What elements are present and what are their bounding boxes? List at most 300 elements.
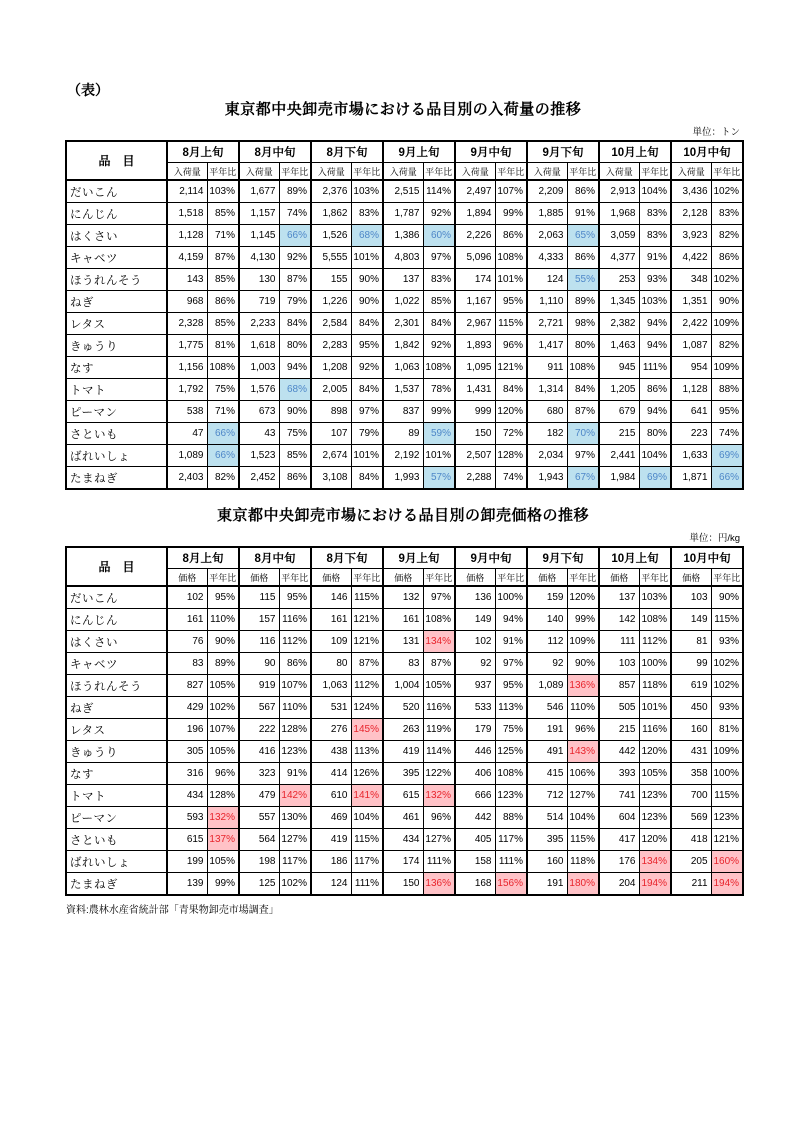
period-header-cell: 9月中旬 [455, 547, 527, 569]
item-cell: はくさい [66, 225, 167, 247]
value-cell: 2,114 [167, 180, 207, 203]
ratio-cell: 84% [279, 313, 311, 335]
item-header-cell: 品 目 [66, 547, 167, 586]
sub-header-cell: 平年比 [351, 163, 383, 181]
ratio-cell: 127% [567, 785, 599, 807]
value-cell: 112 [527, 631, 567, 653]
table-row [66, 445, 743, 467]
value-cell: 198 [239, 851, 279, 873]
ratio-cell: 121% [351, 631, 383, 653]
value-cell: 136 [455, 586, 495, 609]
ratio-cell: 90% [711, 586, 743, 609]
ratio-cell: 90% [351, 269, 383, 291]
ratio-cell: 83% [423, 269, 455, 291]
item-cell: ねぎ [66, 291, 167, 313]
value-cell: 450 [671, 697, 711, 719]
ratio-cell: 109% [711, 741, 743, 763]
ratio-cell: 89% [207, 653, 239, 675]
ratio-cell: 108% [423, 609, 455, 631]
ratio-cell: 105% [207, 741, 239, 763]
ratio-cell: 134% [423, 631, 455, 653]
ratio-cell: 108% [423, 357, 455, 379]
ratio-cell: 84% [351, 467, 383, 490]
value-cell: 419 [383, 741, 423, 763]
value-cell: 418 [671, 829, 711, 851]
value-cell: 191 [527, 719, 567, 741]
ratio-cell: 78% [423, 379, 455, 401]
item-cell: はくさい [66, 631, 167, 653]
value-cell: 741 [599, 785, 639, 807]
table-row [66, 675, 743, 697]
value-cell: 4,803 [383, 247, 423, 269]
ratio-cell: 103% [639, 291, 671, 313]
value-cell: 919 [239, 675, 279, 697]
value-cell: 107 [311, 423, 351, 445]
ratio-cell: 59% [423, 423, 455, 445]
ratio-cell: 82% [711, 225, 743, 247]
ratio-cell: 84% [567, 379, 599, 401]
value-cell: 2,452 [239, 467, 279, 490]
value-cell: 1,004 [383, 675, 423, 697]
value-cell: 191 [527, 873, 567, 896]
table-row [66, 851, 743, 873]
item-cell: にんじん [66, 609, 167, 631]
table-row [66, 269, 743, 291]
ratio-cell: 102% [279, 873, 311, 896]
value-cell: 159 [527, 586, 567, 609]
arrivals-table-title: 東京都中央卸売市場における品目別の入荷量の推移 [224, 101, 582, 118]
value-cell: 125 [239, 873, 279, 896]
value-cell: 1,167 [455, 291, 495, 313]
value-cell: 5,555 [311, 247, 351, 269]
item-cell: ほうれんそう [66, 269, 167, 291]
ratio-cell: 93% [711, 631, 743, 653]
value-cell: 83 [167, 653, 207, 675]
value-cell: 215 [599, 719, 639, 741]
value-cell: 469 [311, 807, 351, 829]
value-cell: 137 [599, 586, 639, 609]
value-cell: 700 [671, 785, 711, 807]
value-cell: 1,893 [455, 335, 495, 357]
ratio-cell: 90% [351, 291, 383, 313]
ratio-cell: 71% [207, 225, 239, 247]
value-cell: 538 [167, 401, 207, 423]
ratio-cell: 128% [495, 445, 527, 467]
ratio-cell: 120% [639, 829, 671, 851]
value-cell: 415 [527, 763, 567, 785]
ratio-cell: 105% [639, 763, 671, 785]
value-cell: 2,226 [455, 225, 495, 247]
ratio-cell: 82% [207, 467, 239, 490]
ratio-cell: 108% [495, 763, 527, 785]
ratio-cell: 89% [279, 180, 311, 203]
sub-header-cell: 入荷量 [311, 163, 351, 181]
ratio-cell: 118% [639, 675, 671, 697]
item-cell: なす [66, 357, 167, 379]
ratio-cell: 97% [495, 653, 527, 675]
value-cell: 2,034 [527, 445, 567, 467]
value-cell: 115 [239, 586, 279, 609]
ratio-cell: 116% [423, 697, 455, 719]
value-cell: 157 [239, 609, 279, 631]
item-cell: だいこん [66, 180, 167, 203]
sub-header-cell: 平年比 [711, 163, 743, 181]
ratio-cell: 121% [351, 609, 383, 631]
ratio-cell: 90% [711, 291, 743, 313]
value-cell: 2,507 [455, 445, 495, 467]
value-cell: 395 [383, 763, 423, 785]
ratio-cell: 96% [567, 719, 599, 741]
value-cell: 569 [671, 807, 711, 829]
value-cell: 405 [455, 829, 495, 851]
value-cell: 2,674 [311, 445, 351, 467]
ratio-cell: 109% [567, 631, 599, 653]
value-cell: 837 [383, 401, 423, 423]
value-cell: 2,403 [167, 467, 207, 490]
value-cell: 1,885 [527, 203, 567, 225]
value-cell: 305 [167, 741, 207, 763]
value-cell: 131 [383, 631, 423, 653]
value-cell: 103 [599, 653, 639, 675]
ratio-cell: 100% [639, 653, 671, 675]
value-cell: 43 [239, 423, 279, 445]
value-cell: 945 [599, 357, 639, 379]
ratio-cell: 83% [639, 203, 671, 225]
sub-header-cell: 平年比 [495, 569, 527, 587]
ratio-cell: 94% [279, 357, 311, 379]
ratio-cell: 104% [639, 180, 671, 203]
ratio-cell: 111% [351, 873, 383, 896]
ratio-cell: 102% [711, 269, 743, 291]
value-cell: 140 [527, 609, 567, 631]
ratio-cell: 102% [711, 180, 743, 203]
value-cell: 615 [383, 785, 423, 807]
value-cell: 719 [239, 291, 279, 313]
period-header-cell: 9月下旬 [527, 547, 599, 569]
value-cell: 1,518 [167, 203, 207, 225]
ratio-cell: 128% [207, 785, 239, 807]
sub-header-cell: 価格 [455, 569, 495, 587]
ratio-cell: 80% [639, 423, 671, 445]
table-row [66, 291, 743, 313]
ratio-cell: 72% [495, 423, 527, 445]
value-cell: 149 [455, 609, 495, 631]
value-cell: 2,328 [167, 313, 207, 335]
value-cell: 4,377 [599, 247, 639, 269]
value-cell: 1,063 [383, 357, 423, 379]
value-cell: 1,226 [311, 291, 351, 313]
period-header-cell: 10月中旬 [671, 141, 743, 163]
ratio-cell: 91% [567, 203, 599, 225]
period-header-cell: 9月上旬 [383, 547, 455, 569]
value-cell: 223 [671, 423, 711, 445]
item-cell: キャベツ [66, 247, 167, 269]
value-cell: 1,110 [527, 291, 567, 313]
ratio-cell: 112% [351, 675, 383, 697]
value-cell: 417 [599, 829, 639, 851]
value-cell: 186 [311, 851, 351, 873]
value-cell: 92 [527, 653, 567, 675]
source-note: 資料:農林水産省統計部「青果物卸売市場調査」 [66, 905, 279, 916]
ratio-cell: 93% [711, 697, 743, 719]
value-cell: 2,913 [599, 180, 639, 203]
ratio-cell: 130% [279, 807, 311, 829]
value-cell: 461 [383, 807, 423, 829]
ratio-cell: 91% [279, 763, 311, 785]
value-cell: 968 [167, 291, 207, 313]
value-cell: 533 [455, 697, 495, 719]
value-cell: 196 [167, 719, 207, 741]
ratio-cell: 101% [423, 445, 455, 467]
ratio-cell: 104% [567, 807, 599, 829]
table-row [66, 467, 743, 490]
ratio-cell: 111% [423, 851, 455, 873]
value-cell: 215 [599, 423, 639, 445]
prices-table-section [65, 504, 741, 896]
value-cell: 1,063 [311, 675, 351, 697]
ratio-cell: 95% [351, 335, 383, 357]
sub-header-cell: 価格 [599, 569, 639, 587]
value-cell: 414 [311, 763, 351, 785]
period-header-cell: 10月上旬 [599, 141, 671, 163]
value-cell: 434 [167, 785, 207, 807]
ratio-cell: 74% [495, 467, 527, 490]
ratio-cell: 75% [279, 423, 311, 445]
value-cell: 2,515 [383, 180, 423, 203]
ratio-cell: 108% [639, 609, 671, 631]
ratio-cell: 114% [423, 180, 455, 203]
ratio-cell: 92% [279, 247, 311, 269]
value-cell: 641 [671, 401, 711, 423]
value-cell: 673 [239, 401, 279, 423]
value-cell: 514 [527, 807, 567, 829]
ratio-cell: 75% [207, 379, 239, 401]
ratio-cell: 99% [207, 873, 239, 896]
value-cell: 429 [167, 697, 207, 719]
ratio-cell: 96% [495, 335, 527, 357]
ratio-cell: 101% [351, 247, 383, 269]
ratio-cell: 91% [495, 631, 527, 653]
ratio-cell: 79% [279, 291, 311, 313]
table-row [66, 423, 743, 445]
value-cell: 348 [671, 269, 711, 291]
ratio-cell: 123% [639, 807, 671, 829]
ratio-cell: 114% [423, 741, 455, 763]
ratio-cell: 194% [639, 873, 671, 896]
ratio-cell: 120% [639, 741, 671, 763]
ratio-cell: 74% [279, 203, 311, 225]
item-cell: ばれいしょ [66, 851, 167, 873]
ratio-cell: 87% [279, 269, 311, 291]
table-row [66, 719, 743, 741]
value-cell: 5,096 [455, 247, 495, 269]
ratio-cell: 134% [639, 851, 671, 873]
value-cell: 406 [455, 763, 495, 785]
ratio-cell: 117% [351, 851, 383, 873]
ratio-cell: 128% [279, 719, 311, 741]
ratio-cell: 75% [495, 719, 527, 741]
ratio-cell: 105% [207, 851, 239, 873]
sub-header-cell: 平年比 [423, 163, 455, 181]
table-row [66, 807, 743, 829]
ratio-cell: 57% [423, 467, 455, 490]
sub-header-cell: 平年比 [279, 163, 311, 181]
value-cell: 253 [599, 269, 639, 291]
value-cell: 168 [455, 873, 495, 896]
ratio-cell: 115% [495, 313, 527, 335]
period-header-cell: 8月中旬 [239, 547, 311, 569]
value-cell: 1,351 [671, 291, 711, 313]
ratio-cell: 92% [423, 203, 455, 225]
value-cell: 179 [455, 719, 495, 741]
period-header-cell: 8月中旬 [239, 141, 311, 163]
value-cell: 505 [599, 697, 639, 719]
ratio-cell: 84% [495, 379, 527, 401]
ratio-cell: 97% [351, 401, 383, 423]
value-cell: 564 [239, 829, 279, 851]
value-cell: 143 [167, 269, 207, 291]
table-row [66, 829, 743, 851]
value-cell: 546 [527, 697, 567, 719]
ratio-cell: 121% [495, 357, 527, 379]
ratio-cell: 93% [639, 269, 671, 291]
table-row [66, 697, 743, 719]
sub-header-cell: 平年比 [351, 569, 383, 587]
sub-header-cell: 価格 [383, 569, 423, 587]
value-cell: 139 [167, 873, 207, 896]
item-header-cell: 品 目 [66, 141, 167, 180]
table-row [66, 785, 743, 807]
ratio-cell: 87% [351, 653, 383, 675]
table-row [66, 247, 743, 269]
value-cell: 2,209 [527, 180, 567, 203]
ratio-cell: 55% [567, 269, 599, 291]
ratio-cell: 86% [279, 653, 311, 675]
ratio-cell: 96% [207, 763, 239, 785]
table-row [66, 203, 743, 225]
value-cell: 2,376 [311, 180, 351, 203]
ratio-cell: 126% [351, 763, 383, 785]
sub-header-cell: 平年比 [711, 569, 743, 587]
prices-unit-label: 単位：円/kg [689, 533, 740, 544]
arrivals-unit-label: 単位：トン [692, 127, 740, 138]
ratio-cell: 106% [567, 763, 599, 785]
value-cell: 109 [311, 631, 351, 653]
sub-header-cell: 入荷量 [167, 163, 207, 181]
value-cell: 557 [239, 807, 279, 829]
value-cell: 80 [311, 653, 351, 675]
ratio-cell: 113% [351, 741, 383, 763]
table-row [66, 763, 743, 785]
ratio-cell: 66% [207, 445, 239, 467]
value-cell: 103 [671, 586, 711, 609]
period-header-cell: 10月中旬 [671, 547, 743, 569]
value-cell: 2,584 [311, 313, 351, 335]
table-row [66, 741, 743, 763]
value-cell: 89 [383, 423, 423, 445]
ratio-cell: 108% [495, 247, 527, 269]
item-cell: レタス [66, 313, 167, 335]
item-cell: レタス [66, 719, 167, 741]
value-cell: 137 [383, 269, 423, 291]
ratio-cell: 85% [207, 269, 239, 291]
value-cell: 857 [599, 675, 639, 697]
item-cell: ピーマン [66, 401, 167, 423]
value-cell: 323 [239, 763, 279, 785]
sub-header-cell: 平年比 [207, 569, 239, 587]
value-cell: 1,537 [383, 379, 423, 401]
value-cell: 937 [455, 675, 495, 697]
ratio-cell: 105% [207, 675, 239, 697]
ratio-cell: 121% [711, 829, 743, 851]
ratio-cell: 123% [495, 785, 527, 807]
value-cell: 83 [383, 653, 423, 675]
value-cell: 3,059 [599, 225, 639, 247]
ratio-cell: 112% [639, 631, 671, 653]
value-cell: 2,233 [239, 313, 279, 335]
ratio-cell: 95% [495, 291, 527, 313]
value-cell: 1,386 [383, 225, 423, 247]
item-cell: たまねぎ [66, 467, 167, 490]
ratio-cell: 107% [495, 180, 527, 203]
value-cell: 2,128 [671, 203, 711, 225]
value-cell: 442 [599, 741, 639, 763]
ratio-cell: 125% [495, 741, 527, 763]
value-cell: 604 [599, 807, 639, 829]
ratio-cell: 95% [495, 675, 527, 697]
value-cell: 1,145 [239, 225, 279, 247]
ratio-cell: 83% [639, 225, 671, 247]
item-cell: キャベツ [66, 653, 167, 675]
value-cell: 111 [599, 631, 639, 653]
value-cell: 1,205 [599, 379, 639, 401]
ratio-cell: 107% [279, 675, 311, 697]
value-cell: 827 [167, 675, 207, 697]
item-cell: きゅうり [66, 335, 167, 357]
ratio-cell: 90% [279, 401, 311, 423]
sub-header-cell: 平年比 [423, 569, 455, 587]
ratio-cell: 160% [711, 851, 743, 873]
ratio-cell: 96% [423, 807, 455, 829]
sub-header-cell: 価格 [527, 569, 567, 587]
value-cell: 1,618 [239, 335, 279, 357]
value-cell: 81 [671, 631, 711, 653]
value-cell: 1,993 [383, 467, 423, 490]
sub-header-cell: 平年比 [495, 163, 527, 181]
value-cell: 898 [311, 401, 351, 423]
item-cell: きゅうり [66, 741, 167, 763]
sub-header-cell: 平年比 [279, 569, 311, 587]
ratio-cell: 109% [711, 313, 743, 335]
value-cell: 4,159 [167, 247, 207, 269]
ratio-cell: 111% [495, 851, 527, 873]
table-row [66, 357, 743, 379]
ratio-cell: 119% [423, 719, 455, 741]
value-cell: 1,128 [671, 379, 711, 401]
item-cell: さといも [66, 829, 167, 851]
ratio-cell: 81% [207, 335, 239, 357]
ratio-cell: 84% [351, 313, 383, 335]
value-cell: 116 [239, 631, 279, 653]
ratio-cell: 194% [711, 873, 743, 896]
period-header-cell: 8月上旬 [167, 141, 239, 163]
value-cell: 182 [527, 423, 567, 445]
ratio-cell: 85% [207, 313, 239, 335]
value-cell: 2,063 [527, 225, 567, 247]
value-cell: 1,156 [167, 357, 207, 379]
ratio-cell: 99% [423, 401, 455, 423]
value-cell: 1,345 [599, 291, 639, 313]
